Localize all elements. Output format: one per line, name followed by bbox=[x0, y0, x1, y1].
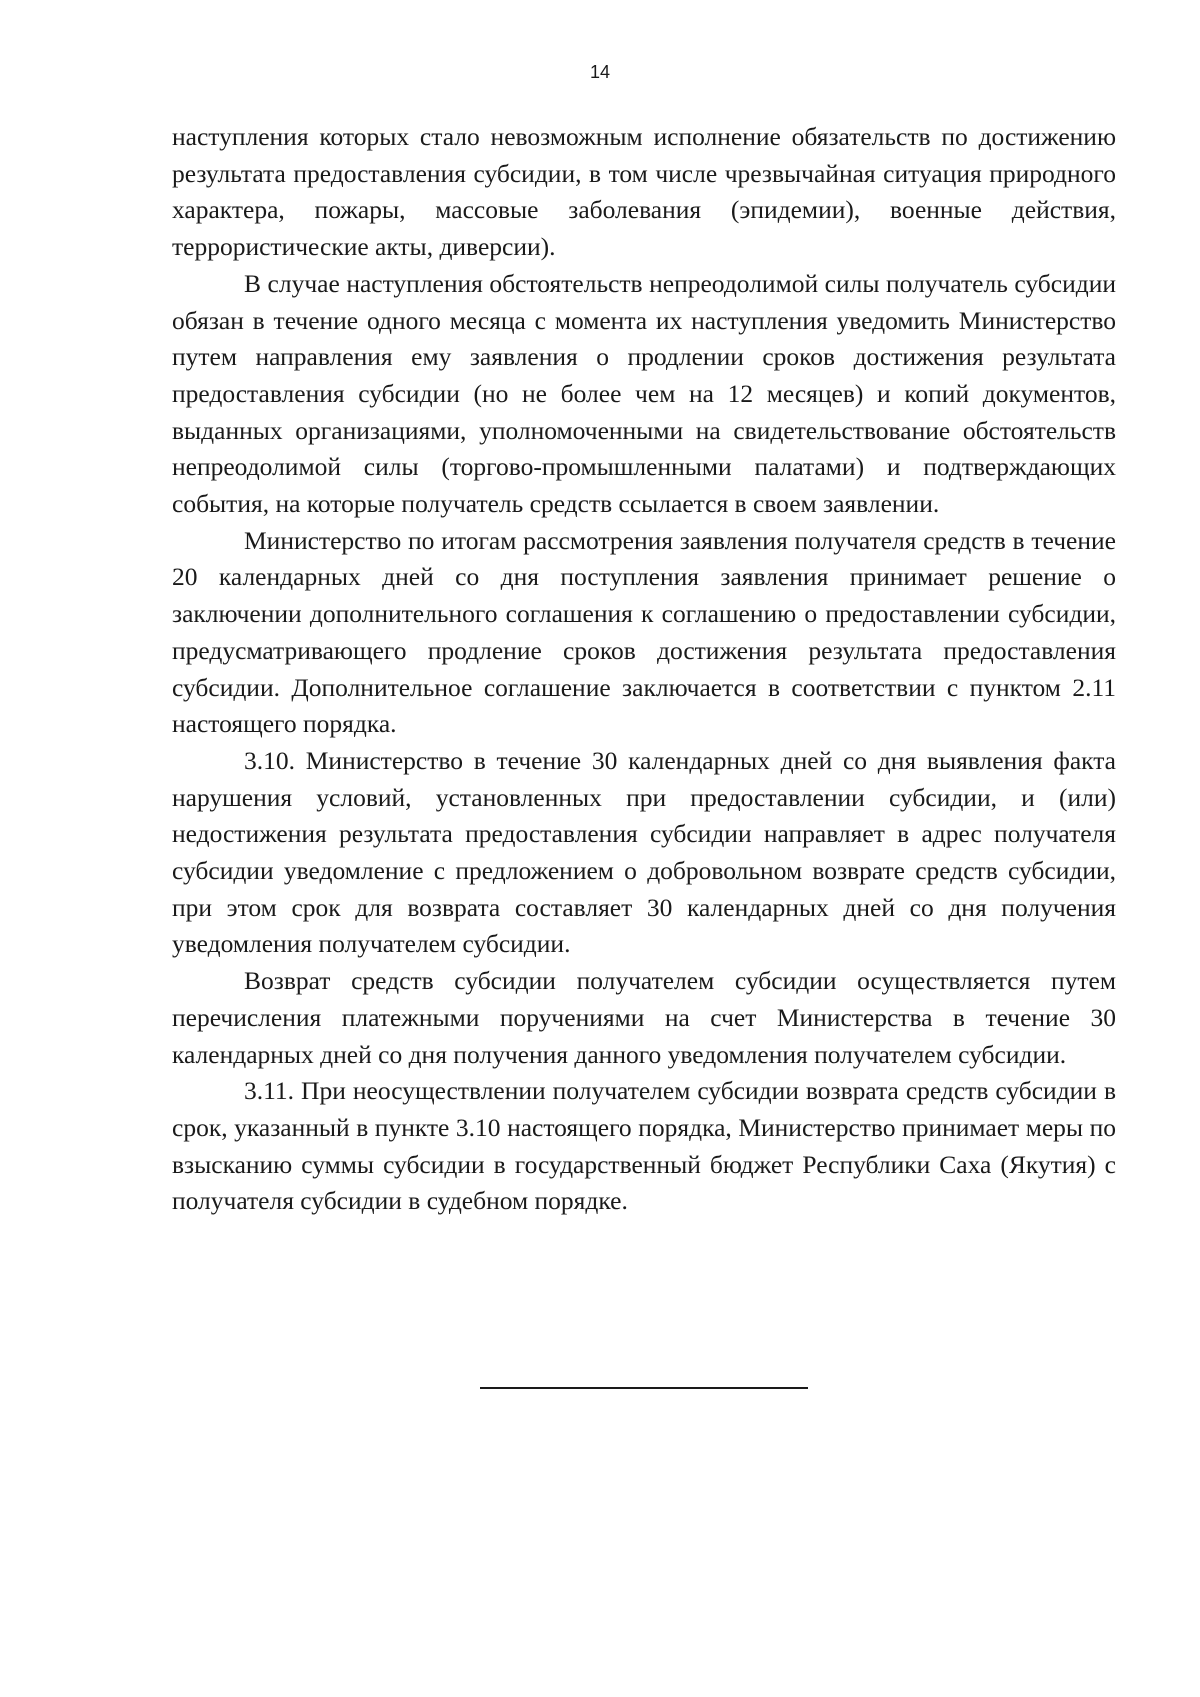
page-number: 14 bbox=[589, 62, 611, 82]
end-separator-line bbox=[480, 1387, 808, 1389]
paragraph-ministry-decision: Министерство по итогам рассмотрения заявления получателя средств в течение 20 календарных дней со дня поступления заявления принимает решение о заключении дополнительного соглашения к соглашению о предоставлении субсидии, предусматривающего продление сроков достижения результата предоставления субсидии. Дополнительное соглашение заключается в соответствии с пунктом 2.11 настоящего порядка. bbox=[172, 525, 1116, 739]
paragraph-force-majeure: В случае наступления обстоятельств непреодолимой силы получатель субсидии обязан в течение одного месяца с момента их наступления уведомить Министерство путем направления ему заявления о продлении сроков достижения результата предоставления субсидии (но не более чем на 12 месяцев) и копий документов, выданных организациями, уполномоченными на свидетельствование обстоятельств непреодолимой силы (торгово-промышленными палатами) и подтверждающих события, на которые получатель средств ссылается в своем заявлении. bbox=[172, 268, 1116, 519]
paragraph-clause-3-10: 3.10. Министерство в течение 30 календарных дней со дня выявления факта нарушения условий, установленных при предоставлении субсидии, и (или) недостижения результата предоставления субсидии направляет в адрес получателя субсидии уведомление с предложением о добровольном возврате средств субсидии, при этом срок для возврата составляет 30 календарных дней со дня получения уведомления получателем субсидии. bbox=[172, 745, 1116, 959]
document-body bbox=[172, 119, 1116, 1220]
paragraph-refund: Возврат средств субсидии получателем субсидии осуществляется путем перечисления платежными поручениями на счет Министерства в течение 30 календарных дней со дня получения данного уведомления получателем субсидии. bbox=[172, 966, 1116, 1069]
paragraph-continuation: наступления которых стало невозможным исполнение обязательств по достижению результата предоставления субсидии, в том числе чрезвычайная ситуация природного характера, пожары, массовые заболевания (эпидемии), военные действия, террористические акты, диверсии). bbox=[172, 122, 1116, 262]
paragraph-clause-3-11: 3.11. При неосуществлении получателем субсидии возврата средств субсидии в срок, указанный в пункте 3.10 настоящего порядка, Министерство принимает меры по взысканию суммы субсидии в государственный бюджет Республики Саха (Якутия) с получателя субсидии в судебном порядке. bbox=[172, 1076, 1116, 1216]
